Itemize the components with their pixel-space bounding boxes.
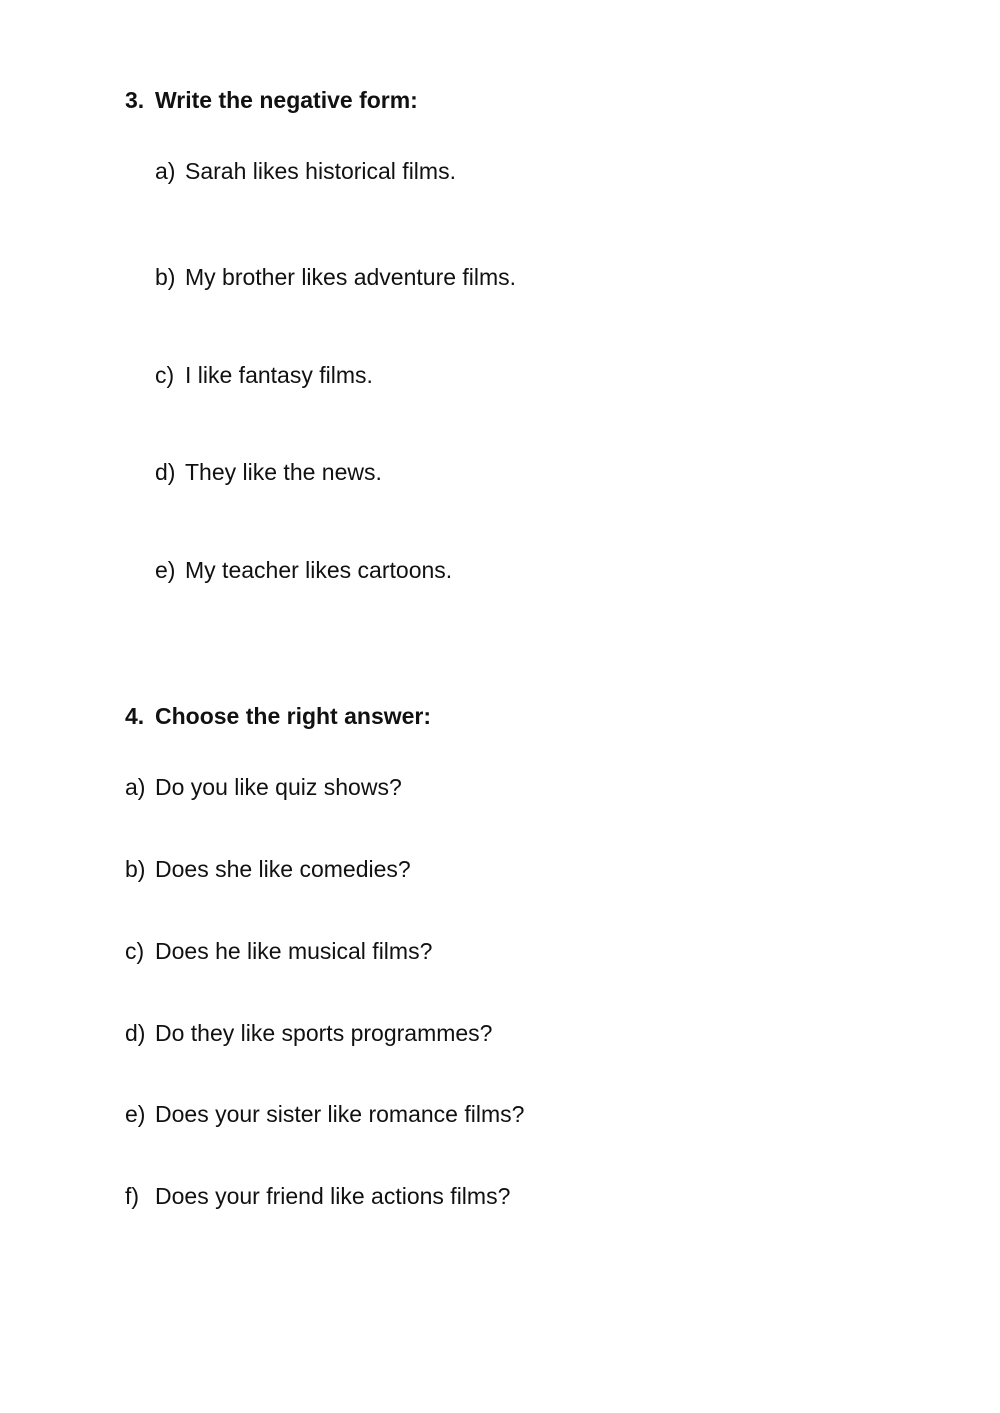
item-marker: e) <box>155 557 176 583</box>
item-text: Does your friend like actions films? <box>155 1183 511 1209</box>
section-4-item <box>125 773 402 801</box>
item-text: Does she like comedies? <box>155 856 411 882</box>
item-text: My teacher likes cartoons. <box>185 557 453 583</box>
item-marker: f) <box>125 1183 140 1209</box>
item-marker: d) <box>155 459 176 485</box>
item-text: Do you like quiz shows? <box>155 774 402 800</box>
section-4-item <box>125 1019 492 1047</box>
section-4-item <box>125 1182 510 1210</box>
item-text: My brother likes adventure films. <box>185 264 517 290</box>
section-3-item <box>155 157 456 185</box>
section-3-title: Write the negative form: <box>155 87 418 113</box>
section-3-item <box>155 556 452 584</box>
section-4-heading <box>125 702 431 730</box>
item-marker: b) <box>155 264 176 290</box>
item-marker: e) <box>125 1101 146 1127</box>
item-text: Do they like sports programmes? <box>155 1020 493 1046</box>
section-3-number: 3. <box>125 87 145 113</box>
section-4-item <box>125 1100 524 1128</box>
section-3-heading <box>125 86 418 114</box>
item-text: They like the news. <box>185 459 382 485</box>
section-4-item <box>125 937 432 965</box>
item-marker: b) <box>125 856 146 882</box>
item-marker: c) <box>125 938 145 964</box>
item-text: Does he like musical films? <box>155 938 433 964</box>
item-marker: c) <box>155 362 175 388</box>
section-3-item <box>155 458 382 486</box>
item-marker: d) <box>125 1020 146 1046</box>
item-marker: a) <box>155 158 176 184</box>
section-4-item <box>125 855 411 883</box>
section-4-title: Choose the right answer: <box>155 703 432 729</box>
item-marker: a) <box>125 774 146 800</box>
item-text: Sarah likes historical films. <box>185 158 456 184</box>
section-3-item <box>155 361 373 389</box>
section-4-number: 4. <box>125 703 145 729</box>
item-text: Does your sister like romance films? <box>155 1101 525 1127</box>
item-text: I like fantasy films. <box>185 362 373 388</box>
section-3-item <box>155 263 516 291</box>
